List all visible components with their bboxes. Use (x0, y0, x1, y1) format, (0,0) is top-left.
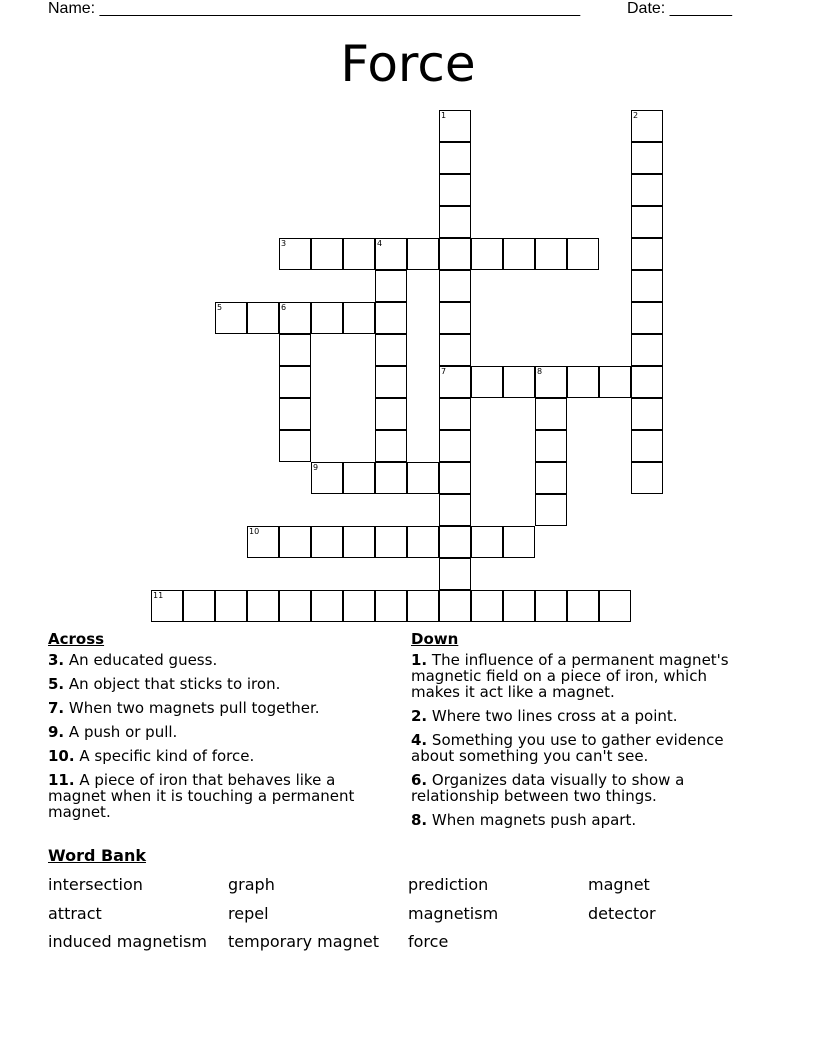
clue-number: 10. (48, 747, 75, 765)
crossword-cell[interactable] (375, 590, 407, 622)
clue-text: When two magnets pull together. (68, 699, 320, 717)
crossword-cell[interactable] (631, 238, 663, 270)
crossword-cell[interactable] (439, 206, 471, 238)
name-line: Name: ______________________________________________________ (48, 0, 581, 17)
crossword-cell[interactable] (599, 590, 631, 622)
crossword-cell[interactable] (215, 590, 247, 622)
word-bank-word: intersection (48, 875, 143, 894)
clue-text: An object that sticks to iron. (68, 675, 281, 693)
crossword-cell[interactable] (247, 302, 279, 334)
clue-number-label: 9 (313, 463, 319, 472)
crossword-cell[interactable] (535, 590, 567, 622)
down-clue-2 (411, 708, 751, 724)
crossword-cell[interactable] (631, 430, 663, 462)
crossword-cell[interactable] (375, 334, 407, 366)
crossword-cell[interactable] (279, 430, 311, 462)
crossword-cell[interactable] (311, 590, 343, 622)
crossword-cell[interactable] (631, 302, 663, 334)
crossword-cell[interactable] (407, 462, 439, 494)
word-bank-word: detector (588, 904, 656, 923)
crossword-cell[interactable] (279, 398, 311, 430)
clue-number: 4. (411, 731, 428, 749)
word-bank-word: magnetism (408, 904, 499, 923)
crossword-cell[interactable] (535, 462, 567, 494)
crossword-cell[interactable] (279, 302, 311, 334)
across-clue-7 (48, 700, 388, 716)
crossword-cell[interactable] (439, 430, 471, 462)
crossword-cell[interactable] (375, 302, 407, 334)
clue-number-label: 8 (537, 367, 543, 376)
crossword-cell[interactable] (439, 110, 471, 142)
clue-number-label: 2 (633, 111, 639, 120)
crossword-cell[interactable] (567, 366, 599, 398)
crossword-cell[interactable] (535, 430, 567, 462)
word-bank-heading: Word Bank (48, 846, 147, 865)
across-clue-11 (48, 772, 388, 820)
crossword-cell[interactable] (311, 302, 343, 334)
word-bank-word: induced magnetism (48, 932, 207, 951)
crossword-cell[interactable] (567, 590, 599, 622)
crossword-cell[interactable] (375, 462, 407, 494)
crossword-cell[interactable] (439, 494, 471, 526)
across-clue-9 (48, 724, 388, 740)
word-bank-word: temporary magnet (228, 932, 379, 951)
crossword-cell[interactable] (343, 302, 375, 334)
down-clue-6 (411, 772, 751, 804)
crossword-cell[interactable] (631, 270, 663, 302)
crossword-cell[interactable] (471, 526, 503, 558)
date-line: Date: _______ (627, 0, 732, 17)
crossword-cell[interactable] (439, 366, 471, 398)
crossword-cell[interactable] (279, 590, 311, 622)
crossword-cell[interactable] (343, 526, 375, 558)
clue-text: The influence of a permanent magnet's magnetic field on a piece of iron, which makes it act like a magnet. (411, 651, 729, 701)
crossword-cell[interactable] (535, 398, 567, 430)
clue-number: 11. (48, 771, 75, 789)
crossword-cell[interactable] (407, 590, 439, 622)
crossword-cell[interactable] (407, 526, 439, 558)
clue-number: 2. (411, 707, 428, 725)
clue-text: Organizes data visually to show a relationship between two things. (411, 771, 685, 805)
across-clue-5 (48, 676, 388, 692)
crossword-cell[interactable] (631, 366, 663, 398)
across-clue-3 (48, 652, 388, 668)
crossword-cell[interactable] (631, 174, 663, 206)
crossword-cell[interactable] (471, 590, 503, 622)
clue-number-label: 6 (281, 303, 287, 312)
clue-number-label: 1 (441, 111, 447, 120)
crossword-cell[interactable] (151, 590, 183, 622)
word-bank-word: repel (228, 904, 269, 923)
page-title: Force (340, 35, 476, 93)
crossword-cell[interactable] (439, 302, 471, 334)
crossword-cell[interactable] (599, 366, 631, 398)
down-clues (411, 630, 751, 836)
crossword-cell[interactable] (503, 590, 535, 622)
crossword-cell[interactable] (535, 494, 567, 526)
crossword-cell[interactable] (631, 398, 663, 430)
clue-number: 7. (48, 699, 65, 717)
crossword-cell[interactable] (247, 526, 279, 558)
word-bank-word: force (408, 932, 449, 951)
clue-number: 5. (48, 675, 65, 693)
word-bank-word: graph (228, 875, 275, 894)
crossword-cell[interactable] (279, 334, 311, 366)
crossword-cell[interactable] (631, 142, 663, 174)
crossword-cell[interactable] (439, 174, 471, 206)
clue-number-label: 3 (281, 239, 287, 248)
crossword-cell[interactable] (631, 110, 663, 142)
clue-number-label: 10 (249, 527, 260, 536)
crossword-cell[interactable] (535, 366, 567, 398)
crossword-cell[interactable] (439, 526, 471, 558)
down-clue-4 (411, 732, 751, 764)
crossword-cell[interactable] (375, 526, 407, 558)
crossword-cell[interactable] (279, 526, 311, 558)
crossword-cell[interactable] (343, 462, 375, 494)
crossword-cell[interactable] (439, 398, 471, 430)
crossword-cell[interactable] (279, 366, 311, 398)
crossword-cell[interactable] (279, 238, 311, 270)
crossword-cell[interactable] (343, 590, 375, 622)
crossword-cell[interactable] (503, 238, 535, 270)
crossword-cell[interactable] (567, 238, 599, 270)
across-clue-10 (48, 748, 388, 764)
clue-text: Where two lines cross at a point. (431, 707, 678, 725)
clue-number: 3. (48, 651, 65, 669)
clue-text: A push or pull. (68, 723, 178, 741)
word-bank-word: magnet (588, 875, 650, 894)
clue-number: 8. (411, 811, 428, 829)
across-clues (48, 630, 388, 828)
crossword-cell[interactable] (631, 206, 663, 238)
crossword-cell[interactable] (375, 270, 407, 302)
crossword-cell[interactable] (407, 238, 439, 270)
down-clue-8 (411, 812, 751, 828)
crossword-cell[interactable] (471, 238, 503, 270)
crossword-cell[interactable] (471, 366, 503, 398)
crossword-cell[interactable] (535, 238, 567, 270)
clue-number-label: 5 (217, 303, 223, 312)
crossword-cell[interactable] (375, 366, 407, 398)
word-bank-word: prediction (408, 875, 489, 894)
crossword-cell[interactable] (375, 238, 407, 270)
crossword-cell[interactable] (215, 302, 247, 334)
crossword-cell[interactable] (439, 142, 471, 174)
clue-text: An educated guess. (68, 651, 218, 669)
clue-number: 6. (411, 771, 428, 789)
crossword-cell[interactable] (503, 526, 535, 558)
crossword-cell[interactable] (439, 238, 471, 270)
clue-number: 9. (48, 723, 65, 741)
clue-number-label: 11 (153, 591, 164, 600)
down-heading: Down (411, 630, 459, 648)
clue-text: When magnets push apart. (431, 811, 637, 829)
across-heading: Across (48, 630, 105, 648)
crossword-cell[interactable] (311, 526, 343, 558)
clue-text: Something you use to gather evidence about something you can't see. (411, 731, 724, 765)
down-clue-1 (411, 652, 751, 700)
crossword-cell[interactable] (439, 334, 471, 366)
crossword-cell[interactable] (343, 238, 375, 270)
crossword-cell[interactable] (439, 558, 471, 590)
crossword-cell[interactable] (631, 334, 663, 366)
crossword-cell[interactable] (247, 590, 279, 622)
crossword-cell[interactable] (375, 398, 407, 430)
crossword-cell[interactable] (503, 366, 535, 398)
crossword-cell[interactable] (311, 238, 343, 270)
clue-number-label: 4 (377, 239, 383, 248)
crossword-cell[interactable] (439, 590, 471, 622)
crossword-cell[interactable] (183, 590, 215, 622)
word-bank-word: attract (48, 904, 102, 923)
clue-number: 1. (411, 651, 428, 669)
clue-text: A specific kind of force. (79, 747, 255, 765)
crossword-cell[interactable] (631, 462, 663, 494)
crossword-cell[interactable] (311, 462, 343, 494)
clue-text: A piece of iron that behaves like a magnet when it is touching a permanent magnet. (48, 771, 355, 821)
crossword-cell[interactable] (439, 270, 471, 302)
clue-number-label: 7 (441, 367, 447, 376)
crossword-cell[interactable] (439, 462, 471, 494)
crossword-cell[interactable] (375, 430, 407, 462)
